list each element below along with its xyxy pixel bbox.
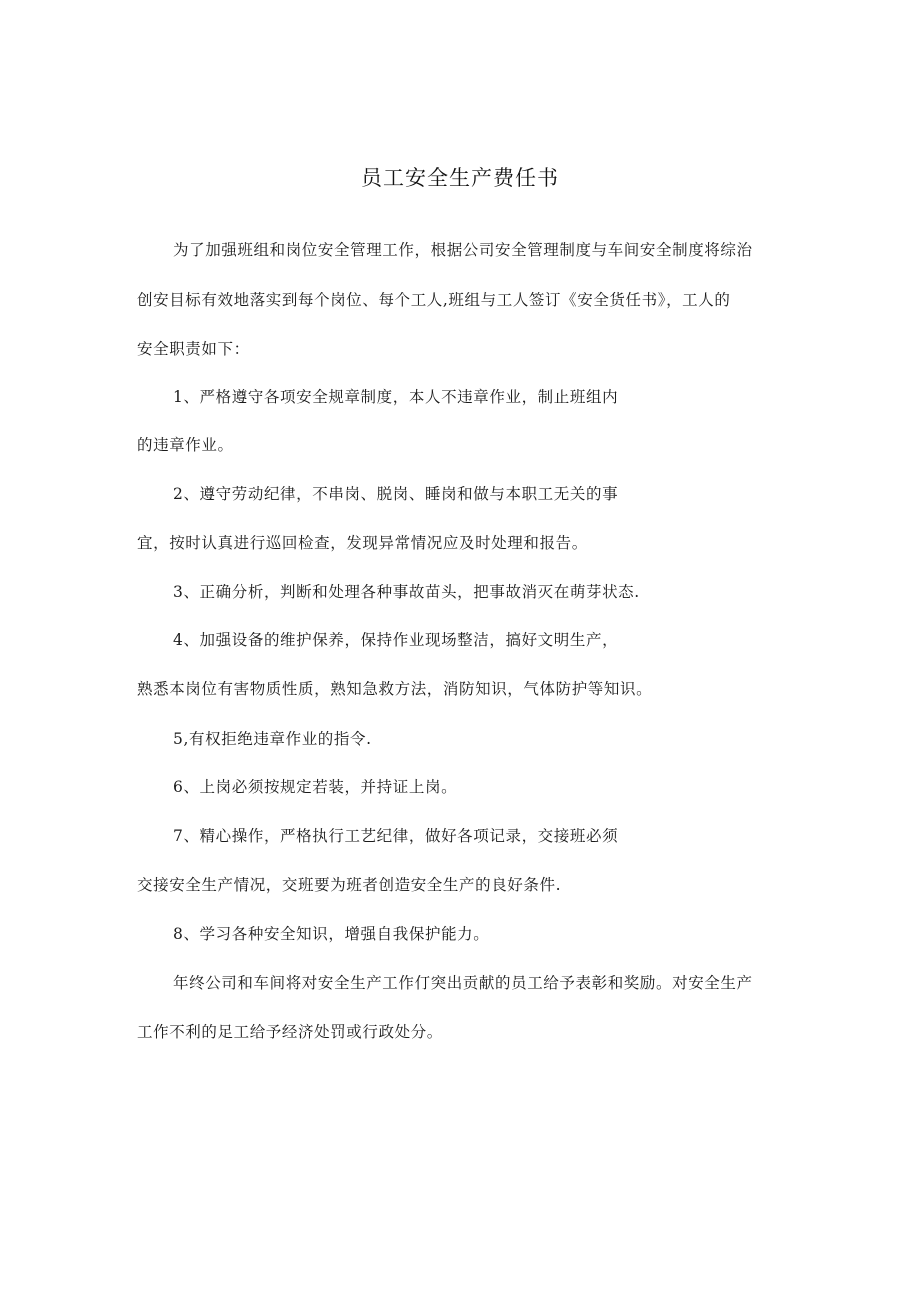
document-title: 员工安全生产费任书 (361, 166, 559, 190)
item-7-line-1: 7、精心操作，严格执行工艺纪律，做好各项记录，交接班必须 (173, 827, 619, 845)
intro-line-3: 安全职责如下： (137, 340, 250, 358)
item-1-line-2: 的违章作业。 (137, 436, 234, 454)
intro-line-1: 为了加强班组和岗位安全管理工作，根据公司安全管理制度与车间安全制度将综治 (173, 241, 753, 259)
item-6-line-1: 6、上岗必须按规定若装，并持证上岗。 (173, 778, 458, 796)
item-2-line-1: 2、遵守劳动纪律，不串岗、脱岗、睡岗和做与本职工无关的事 (173, 485, 619, 503)
item-3-line-1: 3、正确分析，判断和处理各种事故苗头，把事故消灭在萌芽状态. (173, 583, 640, 601)
closing-line-2: 工作不利的足工给予经济处罚或行政处分。 (137, 1023, 443, 1041)
item-1-line-1: 1、严格遵守各项安全规章制度，本人不违章作业，制止班组内 (173, 388, 619, 406)
item-4-line-1: 4、加强设备的维护保养，保持作业现场整洁，搞好文明生产， (173, 631, 619, 649)
item-4-line-2: 熟悉本岗位有害物质性质，熟知急救方法，消防知识，气体防护等知识。 (137, 680, 653, 698)
item-8-line-1: 8、学习各种安全知识，增强自我保护能力。 (173, 925, 490, 943)
item-7-line-2: 交接安全生产情况，交班要为班者创造安全生产的良好条件. (137, 876, 562, 894)
closing-line-1: 年终公司和车间将对安全生产工作仃突出贡献的员工给予表彰和奖励。对安全生产 (173, 974, 753, 992)
item-2-line-2: 宜，按时认真进行巡回检查，发现异常情况应及时处理和报告。 (137, 534, 588, 552)
intro-line-2: 创安目标有效地落实到每个岗位、每个工人,班组与工人签订《安全货任书》，工人的 (137, 291, 731, 309)
item-5-line-1: 5,有权拒绝违章作业的指令. (173, 730, 372, 748)
